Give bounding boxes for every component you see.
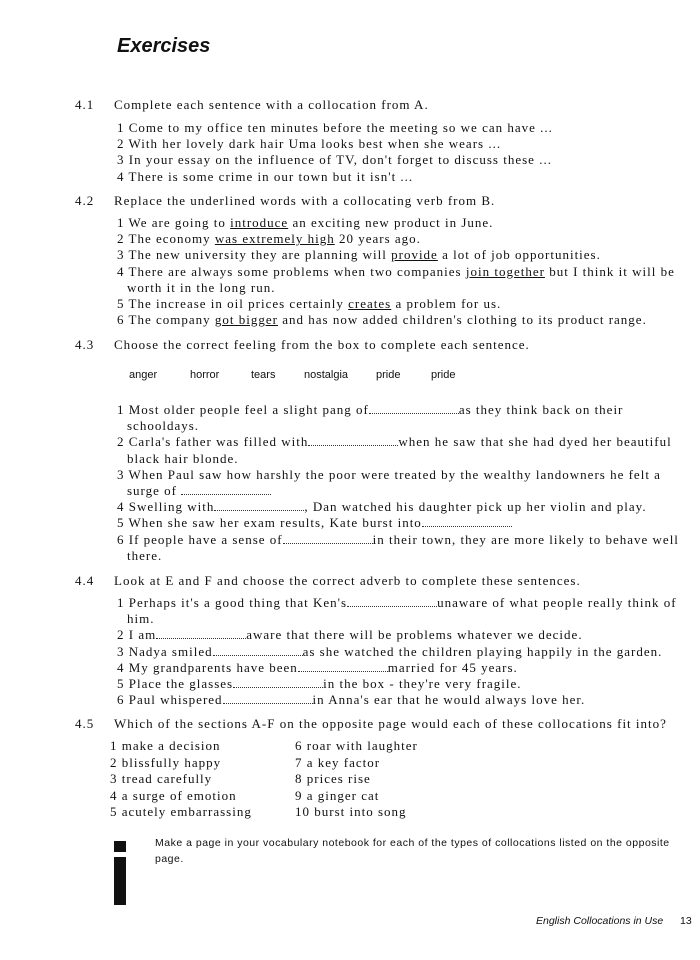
exercise-number: 4.2 [75, 193, 95, 208]
collocation-item: 6 roar with laughter [295, 738, 418, 753]
list-item [117, 231, 692, 247]
instruction: Complete each sentence with a collocation from A. [114, 97, 429, 112]
item-text: aware that there will be problems whatever we decide. [246, 627, 583, 643]
exercise-number: 4.3 [75, 337, 95, 352]
list-item [117, 215, 692, 231]
item-text: 3 Nadya smiled [117, 643, 213, 659]
underlined-words: creates [348, 296, 392, 312]
page-title: Exercises [117, 35, 211, 57]
item-text: 2 Carla's father was filled with [117, 434, 309, 450]
list-item: 2 With her lovely dark hair Uma looks best when she wears ... [117, 136, 502, 152]
exercise-number: 4.1 [75, 97, 95, 112]
list-item [117, 692, 692, 708]
item-text: when he saw that she had dyed her beautiful black hair blonde. [127, 434, 672, 466]
box-word: horror [190, 369, 220, 381]
tip-note: Make a page in your vocabulary notebook for each of the types of collocations listed on the opposite page. [155, 837, 670, 865]
list-item: 4 There is some crime in our town but it isn't ... [117, 168, 414, 184]
list-item: 3 In your essay on the influence of TV, don't forget to discuss these ... [117, 152, 552, 168]
item-text: 5 Place the glasses [117, 676, 234, 692]
answer-blank[interactable] [422, 517, 512, 527]
list-item [117, 595, 692, 627]
answer-blank[interactable] [223, 694, 313, 704]
answer-blank[interactable] [308, 436, 398, 446]
list-item [117, 627, 692, 643]
word-box [129, 369, 455, 381]
list-item [117, 660, 692, 676]
answer-blank[interactable] [156, 629, 246, 639]
answer-blank[interactable] [233, 678, 323, 688]
item-text: 2 The economy [117, 231, 215, 247]
item-text: 20 years ago. [334, 231, 421, 247]
item-text: in Anna's ear that he would always love her. [312, 692, 586, 708]
item-text: a lot of job opportunities. [437, 247, 601, 263]
collocation-item: 5 acutely embarrassing [110, 804, 252, 819]
answer-blank[interactable] [214, 501, 304, 511]
item-text: 1 We are going to [117, 215, 231, 230]
answer-blank[interactable] [347, 597, 437, 607]
list-item: 1 Come to my office ten minutes before the meeting so we can have ... [117, 120, 553, 135]
underlined-words: provide [391, 247, 438, 263]
answer-blank[interactable] [283, 534, 373, 544]
exercise-number: 4.5 [75, 716, 95, 731]
answer-blank[interactable] [181, 485, 271, 495]
answer-blank[interactable] [369, 404, 459, 414]
list-item [117, 312, 692, 328]
item-text: in their town, they are more likely to behave well there. [127, 531, 679, 563]
item-text: , Dan watched his daughter pick up her violin and play. [304, 499, 647, 515]
item-text: 6 If people have a sense of [117, 531, 283, 547]
answer-blank[interactable] [213, 646, 303, 656]
underlined-words: introduce [230, 215, 289, 230]
collocation-item: 7 a key factor [295, 754, 381, 770]
list-item [117, 515, 692, 531]
item-text: 6 The company [117, 312, 215, 328]
item-text: in the box - they're very fragile. [323, 676, 522, 692]
item-text: a problem for us. [391, 296, 502, 312]
list-item [117, 264, 692, 296]
exercise-number: 4.4 [75, 573, 95, 588]
item-text: 3 When Paul saw how harshly the poor were treated by the wealthy landowners he felt a surge of [117, 466, 661, 499]
collocation-item: 3 tread carefully [110, 771, 213, 786]
item-text: 1 Perhaps it's a good thing that Ken's [117, 595, 348, 610]
item-text: unaware of what people really think of him. [127, 595, 677, 627]
collocation-item: 4 a surge of emotion [110, 787, 237, 803]
list-item [117, 402, 692, 434]
instruction: Look at E and F and choose the correct adverb to complete these sentences. [114, 573, 581, 588]
underlined-words: join together [465, 263, 545, 279]
item-text: but I think it will be worth it in the long run. [127, 263, 675, 295]
list-item [117, 434, 692, 466]
list-item [117, 296, 692, 312]
item-text: 4 My grandparents have been [117, 659, 298, 675]
box-word: pride [431, 369, 456, 381]
item-text: married for 45 years. [387, 659, 518, 675]
list-item [117, 644, 692, 660]
item-text: an exciting new product in June. [288, 215, 494, 230]
item-text: and has now added children's clothing to its product range. [277, 312, 647, 328]
collocation-item: 9 a ginger cat [295, 787, 380, 803]
list-item [117, 467, 692, 499]
item-text: as she watched the children playing happily in the garden. [302, 643, 663, 659]
instruction: Replace the underlined words with a collocating verb from B. [114, 193, 496, 208]
item-text: 3 The new university they are planning will [117, 247, 392, 263]
item-text: 6 Paul whispered [117, 692, 223, 708]
list-item [117, 499, 692, 515]
underlined-words: got bigger [214, 312, 278, 328]
collocation-item: 2 blissfully happy [110, 754, 222, 770]
item-text: as they think back on their schooldays. [127, 402, 624, 434]
collocation-item: 8 prices rise [295, 771, 371, 786]
page-number: 13 [680, 915, 692, 927]
collocation-item: 1 make a decision [110, 738, 221, 753]
item-text: 2 I am [117, 627, 157, 643]
book-title-footer: English Collocations in Use [536, 915, 664, 927]
item-text: 4 Swelling with [117, 499, 215, 515]
list-item [117, 247, 692, 263]
box-word: nostalgia [304, 369, 349, 381]
item-text: 1 Most older people feel a slight pang of [117, 402, 369, 417]
list-item [117, 532, 692, 564]
underlined-words: was extremely high [214, 231, 335, 247]
instruction: Which of the sections A-F on the opposite page would each of these collocations fit into? [114, 716, 667, 731]
box-word: tears [251, 369, 276, 381]
item-text: 5 The increase in oil prices certainly [117, 296, 349, 312]
box-word: anger [129, 369, 158, 381]
item-text: 4 There are always some problems when two companies [117, 263, 466, 279]
item-text: 5 When she saw her exam results, Kate burst into [117, 515, 422, 531]
box-word: pride [376, 369, 401, 381]
answer-blank[interactable] [298, 662, 388, 672]
collocation-item: 10 burst into song [295, 804, 407, 819]
list-item [117, 676, 692, 692]
instruction: Choose the correct feeling from the box to complete each sentence. [114, 337, 530, 352]
